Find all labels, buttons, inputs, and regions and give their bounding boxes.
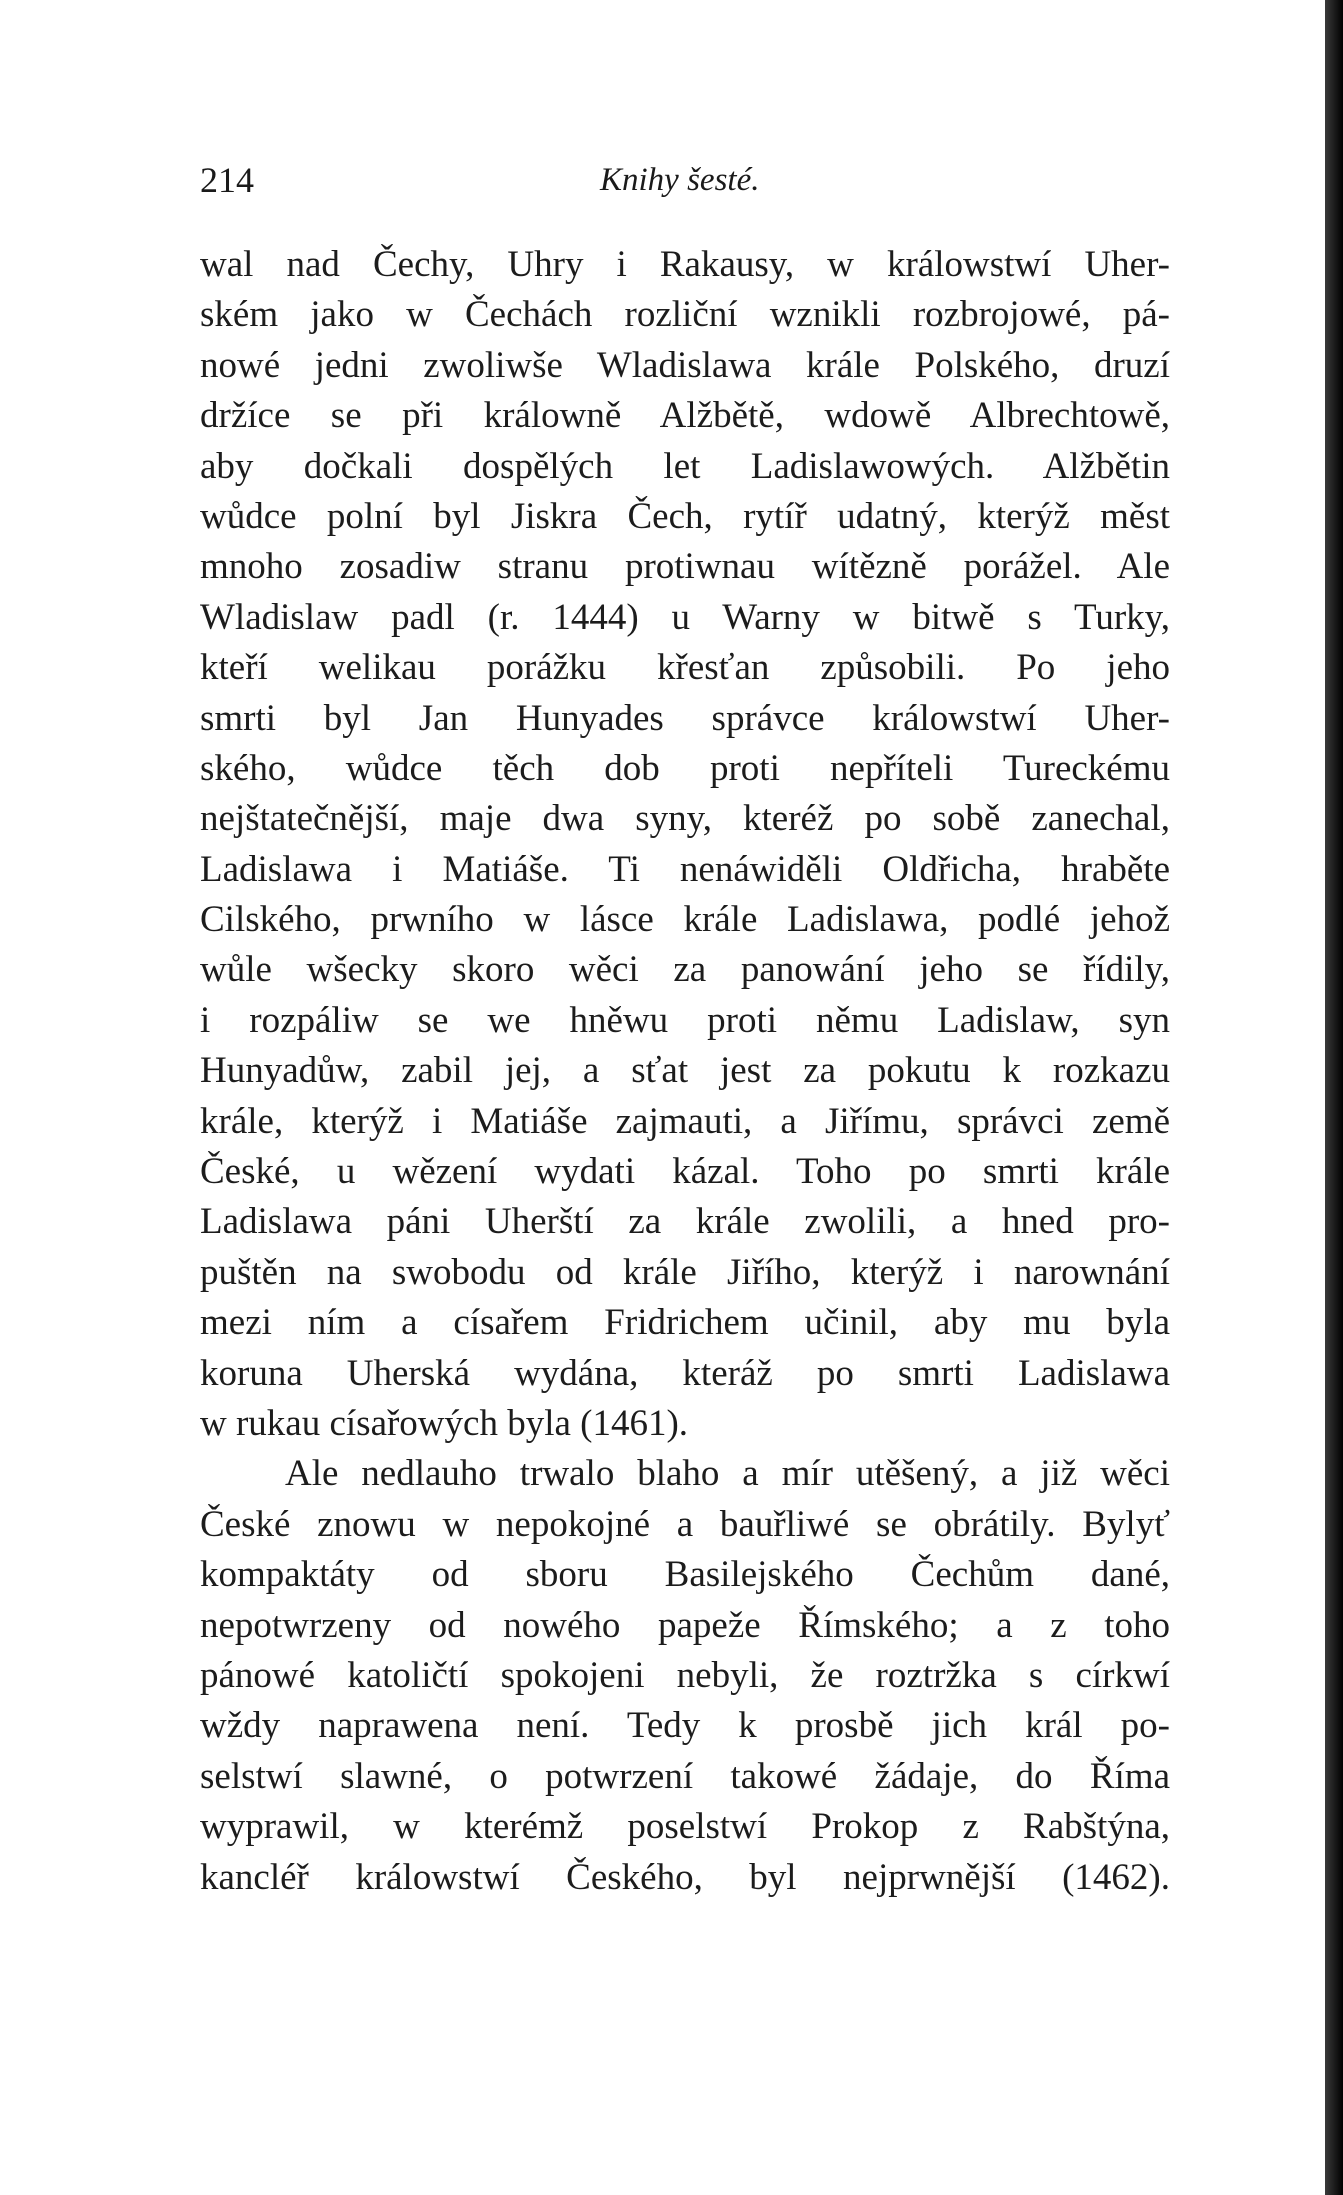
text-line: kompaktáty od sboru Basilejského Čechům dané, xyxy=(200,1554,1170,1596)
text-line: wůle wšecky skoro wěci za panowání jeho se řídily, xyxy=(200,949,1170,991)
text-line: ském jako w Čechách rozliční wznikli rozbrojowé, pá- xyxy=(200,294,1170,336)
text-line: Wladislaw padl (r. 1444) u Warny w bitwě s Turky, xyxy=(200,596,1170,638)
paragraph-1 xyxy=(200,240,1170,1449)
text-line: kancléř králowstwí Českého, byl nejprwnější (1462). xyxy=(200,1856,1170,1898)
text-line: wůdce polní byl Jiskra Čech, rytíř udatný, kterýž měst xyxy=(200,495,1170,537)
text-line: mnoho zosadiw stranu protiwnau wítězně porážel. Ale xyxy=(200,546,1170,588)
paragraph-2 xyxy=(200,1449,1170,1903)
text-line: České, u wězení wydati kázal. Toho po smrti krále xyxy=(200,1151,1170,1193)
text-line: Cilského, prwního w lásce krále Ladislawa, podlé jehož xyxy=(200,899,1170,941)
running-head: Knihy šesté. xyxy=(600,162,760,198)
text-line: nepotwrzeny od nowého papeže Římského; a z toho xyxy=(200,1604,1170,1646)
page-header xyxy=(200,160,1160,220)
text-line: koruna Uherská wydána, kteráž po smrti Ladislawa xyxy=(200,1352,1170,1394)
text-line: nowé jedni zwoliwše Wladislawa krále Polského, druzí xyxy=(200,344,1170,386)
text-line: puštěn na swobodu od krále Jiřího, kterýž i narownání xyxy=(200,1251,1170,1293)
text-line: krále, kterýž i Matiáše zajmauti, a Jiřímu, správci země xyxy=(200,1100,1170,1142)
text-line: ského, wůdce těch dob proti nepříteli Tureckému xyxy=(200,747,1170,789)
text-line: mezi ním a císařem Fridrichem učinil, aby mu byla xyxy=(200,1302,1170,1344)
text-line: smrti byl Jan Hunyades správce králowstwí Uher- xyxy=(200,697,1170,739)
text-line: Ladislawa páni Uherští za krále zwolili, a hned pro- xyxy=(200,1201,1170,1243)
text-line: wyprawil, w kterémž poselstwí Prokop z Rabštýna, xyxy=(200,1806,1170,1848)
text-line: Hunyadůw, zabil jej, a sťat jest za pokutu k rozkazu xyxy=(200,1050,1170,1092)
text-line: wal nad Čechy, Uhry i Rakausy, w králowstwí Uher- xyxy=(200,244,1170,285)
text-line: České znowu w nepokojné a bauřliwé se obrátily. Bylyť xyxy=(200,1503,1170,1545)
text-line: i rozpáliw se we hněwu proti němu Ladislaw, syn xyxy=(200,999,1170,1041)
text-line: pánowé katoličtí spokojeni nebyli, že roztržka s církwí xyxy=(200,1654,1170,1696)
text-line: držíce se při králowně Alžbětě, wdowě Albrechtowě, xyxy=(200,395,1170,437)
page-number: 214 xyxy=(200,160,254,200)
text-line: aby dočkali dospělých let Ladislawowých. Alžbětin xyxy=(200,445,1170,487)
text-line: kteří welikau porážku křesťan způsobili. Po jeho xyxy=(200,647,1170,689)
text-line: selstwí slawné, o potwrzení takowé žádaje, do Říma xyxy=(200,1755,1170,1797)
scan-edge xyxy=(1325,0,1343,2195)
text-line: wždy naprawena není. Tedy k prosbě jich král po- xyxy=(200,1705,1170,1747)
text-line: Ladislawa i Matiáše. Ti nenáwiděli Oldřicha, hraběte xyxy=(200,848,1170,890)
body-text xyxy=(200,240,1170,1903)
text-line: nejštatečnější, maje dwa syny, kteréž po sobě zanechal, xyxy=(200,798,1170,840)
text-line: w rukau císařowých byla (1461). xyxy=(200,1402,689,1444)
text-line: Ale nedlauho trwalo blaho a mír utěšený, a již wěci xyxy=(285,1453,1170,1495)
